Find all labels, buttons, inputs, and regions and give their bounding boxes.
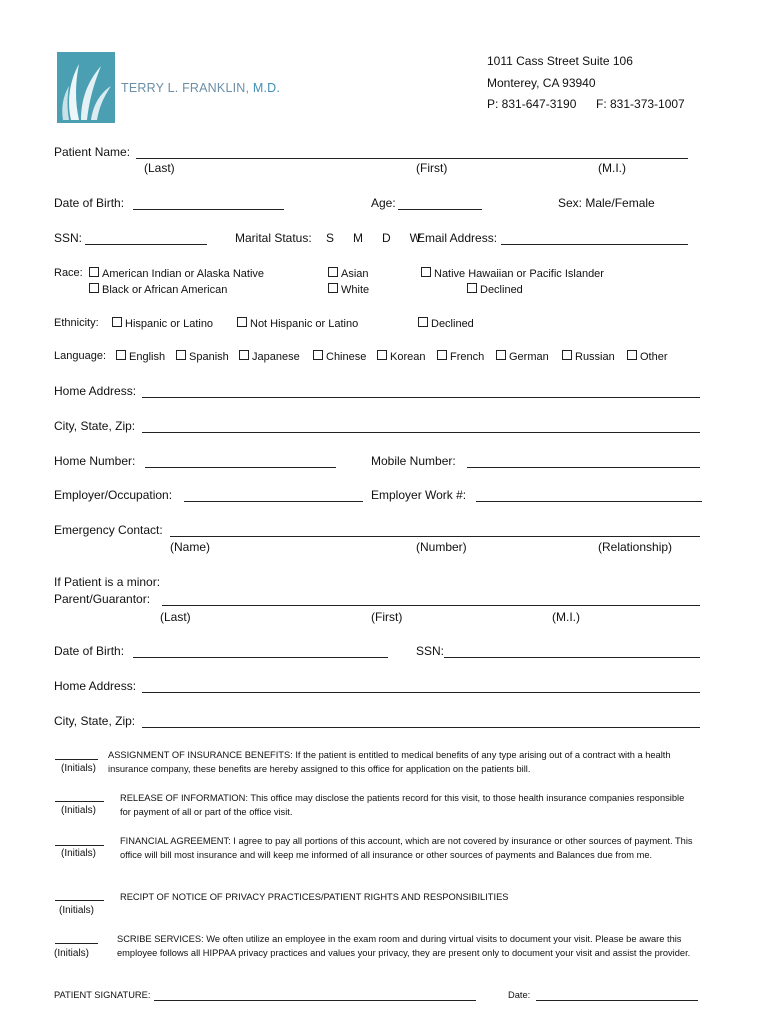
guarantor-mi-label: (M.I.) — [552, 610, 580, 624]
race-white[interactable]: White — [328, 283, 369, 296]
address-line1: 1011 Cass Street Suite 106 — [487, 54, 633, 68]
scribe-initials-field[interactable] — [55, 943, 98, 944]
checkbox[interactable] — [112, 317, 122, 327]
dob-label: Date of Birth: — [54, 196, 125, 210]
ssn-field[interactable] — [85, 244, 207, 245]
assignment-initials-field[interactable] — [55, 759, 98, 760]
receipt-text: RECIPT OF NOTICE OF PRIVACY PRACTICES/PATIENT RIGHTS AND RESPONSIBILITIES — [120, 892, 509, 902]
race-native-hawaiian[interactable]: Native Hawaiian or Pacific Islander — [421, 267, 604, 280]
assignment-text: ASSIGNMENT OF INSURANCE BENEFITS: If the patient is entitled to medical benefits of any type arising out of a contract with a health insurance company, these benefits are hereby assigned to this office for application on the patients bill. — [108, 750, 671, 774]
last-label: (Last) — [144, 161, 175, 175]
home-address-field[interactable] — [142, 397, 700, 398]
language-chinese[interactable]: Chinese — [313, 350, 366, 363]
financial-initials-label: (Initials) — [61, 848, 97, 859]
language-german[interactable]: German — [496, 350, 549, 363]
guarantor-home-address-label: Home Address: — [54, 679, 137, 693]
mobile-number-label: Mobile Number: — [371, 454, 456, 468]
checkbox[interactable] — [313, 350, 323, 360]
receipt-initials-label: (Initials) — [59, 905, 95, 916]
checkbox[interactable] — [418, 317, 428, 327]
checkbox[interactable] — [562, 350, 572, 360]
language-english[interactable]: English — [116, 350, 165, 363]
emergency-name-label: (Name) — [170, 540, 211, 554]
patient-signature-label: PATIENT SIGNATURE: — [54, 990, 151, 1000]
checkbox[interactable] — [437, 350, 447, 360]
ethnicity-declined[interactable]: Declined — [418, 317, 474, 330]
checkbox[interactable] — [239, 350, 249, 360]
minor-heading: If Patient is a minor: — [54, 575, 161, 589]
guarantor-home-address-field[interactable] — [142, 692, 700, 693]
guarantor-ssn-label: SSN: — [416, 644, 445, 658]
guarantor-dob-field[interactable] — [133, 657, 388, 658]
age-label: Age: — [371, 196, 396, 210]
race-declined[interactable]: Declined — [467, 283, 523, 296]
language-french[interactable]: French — [437, 350, 484, 363]
race-american-indian[interactable]: American Indian or Alaska Native — [89, 267, 264, 280]
leaf-logo-icon — [57, 52, 115, 123]
financial-text: FINANCIAL AGREEMENT: I agree to pay all portions of this account, which are not covered by insurance or other sources of payment. This office will bill most insurance and will keep me informed of all insurance or other sources of payments and Balances due from me. — [120, 836, 693, 860]
address-line2: Monterey, CA 93940 — [487, 76, 596, 90]
dob-field[interactable] — [133, 209, 284, 210]
financial-initials-field[interactable] — [55, 845, 104, 846]
logo — [57, 52, 115, 123]
language-japanese[interactable]: Japanese — [239, 350, 300, 363]
email-field[interactable] — [501, 244, 688, 245]
guarantor-last-label: (Last) — [160, 610, 191, 624]
patient-name-field[interactable] — [136, 158, 688, 159]
date-label: Date: — [508, 990, 531, 1000]
guarantor-ssn-field[interactable] — [444, 657, 700, 658]
marital-status-options[interactable]: S M D W — [326, 231, 421, 245]
practice-name: TERRY L. FRANKLIN, M.D. — [121, 81, 281, 95]
receipt-initials-field[interactable] — [55, 900, 104, 901]
home-address-label: Home Address: — [54, 384, 137, 398]
language-korean[interactable]: Korean — [377, 350, 425, 363]
city-state-zip-label: City, State, Zip: — [54, 419, 136, 433]
employer-label: Employer/Occupation: — [54, 488, 173, 502]
fax-number: F: 831-373-1007 — [596, 97, 685, 111]
release-text: RELEASE OF INFORMATION: This office may disclose the patients record for this visit, to those health insurance companies responsible for payment of all or part of the office visit. — [120, 793, 685, 817]
language-other[interactable]: Other — [627, 350, 668, 363]
language-russian[interactable]: Russian — [562, 350, 615, 363]
marital-status-label: Marital Status: — [235, 231, 312, 245]
checkbox[interactable] — [237, 317, 247, 327]
scribe-text: SCRIBE SERVICES: We often utilize an employee in the exam room and during virtual visits to document your visit. Please be aware this employee follows all HIPPAA privacy practices and values your privacy, they are present only to document your visit and assist the provider. — [117, 934, 691, 958]
ethnicity-not-hispanic[interactable]: Not Hispanic or Latino — [237, 317, 358, 330]
guarantor-label: Parent/Guarantor: — [54, 592, 151, 606]
emergency-relationship-label: (Relationship) — [598, 540, 673, 554]
home-number-label: Home Number: — [54, 454, 136, 468]
guarantor-first-label: (First) — [371, 610, 403, 624]
mi-label: (M.I.) — [598, 161, 626, 175]
release-initials-label: (Initials) — [61, 805, 97, 816]
ethnicity-label: Ethnicity: — [54, 317, 99, 329]
ethnicity-hispanic[interactable]: Hispanic or Latino — [112, 317, 213, 330]
checkbox[interactable] — [467, 283, 477, 293]
guarantor-dob-label: Date of Birth: — [54, 644, 125, 658]
city-state-zip-field[interactable] — [142, 432, 700, 433]
checkbox[interactable] — [89, 283, 99, 293]
language-label: Language: — [54, 350, 106, 362]
checkbox[interactable] — [627, 350, 637, 360]
checkbox[interactable] — [116, 350, 126, 360]
checkbox[interactable] — [176, 350, 186, 360]
guarantor-city-label: City, State, Zip: — [54, 714, 136, 728]
checkbox[interactable] — [89, 267, 99, 277]
race-label: Race: — [54, 267, 83, 279]
employer-field[interactable] — [184, 501, 363, 502]
sex-label[interactable]: Sex: Male/Female — [558, 196, 655, 210]
employer-work-field[interactable] — [476, 501, 702, 502]
emergency-contact-label: Emergency Contact: — [54, 523, 163, 537]
patient-name-label: Patient Name: — [54, 145, 131, 159]
race-asian[interactable]: Asian — [328, 267, 369, 280]
first-label: (First) — [416, 161, 448, 175]
checkbox[interactable] — [421, 267, 431, 277]
language-spanish[interactable]: Spanish — [176, 350, 229, 363]
ssn-label: SSN: — [54, 231, 83, 245]
assignment-initials-label: (Initials) — [61, 763, 97, 774]
age-field[interactable] — [398, 209, 482, 210]
date-field[interactable] — [536, 1000, 698, 1001]
mobile-number-field[interactable] — [467, 467, 700, 468]
checkbox[interactable] — [328, 283, 338, 293]
checkbox[interactable] — [377, 350, 387, 360]
employer-work-label: Employer Work #: — [371, 488, 467, 502]
checkbox[interactable] — [496, 350, 506, 360]
checkbox[interactable] — [328, 267, 338, 277]
race-black[interactable]: Black or African American — [89, 283, 227, 296]
home-number-field[interactable] — [145, 467, 336, 468]
scribe-initials-label: (Initials) — [54, 948, 90, 959]
phone-number: P: 831-647-3190 — [487, 97, 577, 111]
guarantor-city-field[interactable] — [142, 727, 700, 728]
guarantor-field[interactable] — [162, 605, 700, 606]
release-initials-field[interactable] — [55, 801, 104, 802]
email-label: Email Address: — [417, 231, 498, 245]
patient-signature-field[interactable] — [154, 1000, 476, 1001]
emergency-number-label: (Number) — [416, 540, 467, 554]
emergency-contact-field[interactable] — [170, 536, 700, 537]
